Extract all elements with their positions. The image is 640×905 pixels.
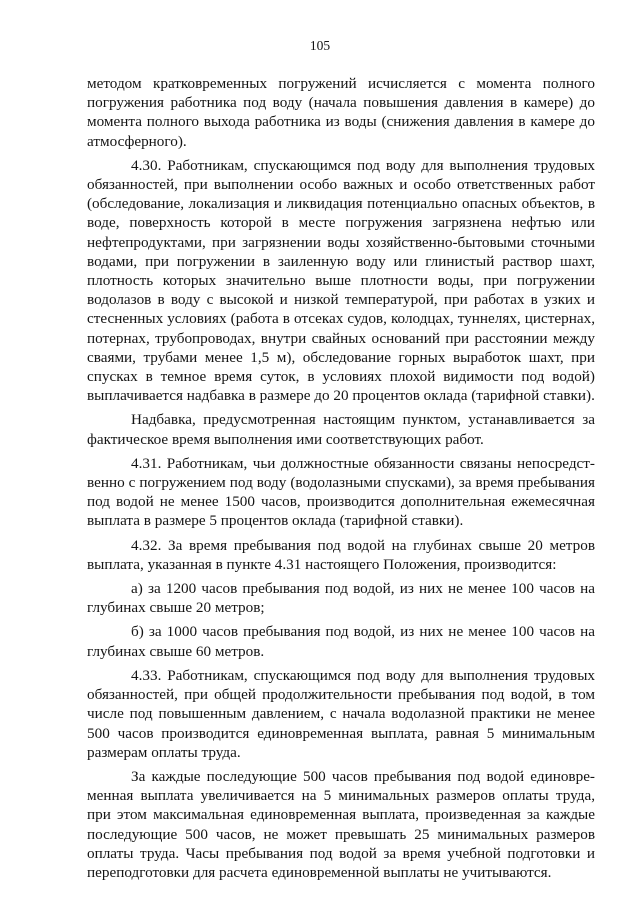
paragraph-4-33-continued: За каждые последующие 500 часов пребывания под водой единовре-менная выплата увеличивается на 5 минимальных размеров оплаты труда, при этом максимальная единовременная выплата, произведенная за каждые последующие 500 часов, не может превышать 25 минимальных размеров оплаты труда. Часы пребывания под водой за время учебной подготовки и переподготовки для расчета единовременной выплаты не учитываются. (87, 767, 595, 881)
paragraph-4-30: 4.30. Работникам, спускающимся под воду для выполнения трудовых обязанностей, при выполнении особо важных и особо ответственных работ (обследование, локализация и ликвидация потенциально опасных объектов, в воде, поверхность которой в месте погружения загрязнена нефтью или нефтепродуктами, при загрязнении воды хозяйственно-бытовыми сточными водами, при погружении в заиленную воду или глинистый раствор шахт, плотность которых значительно выше плотности воды, при погружении водолазов в воду с высокой и низкой температурой, при работах в узких и стесненных условиях (работа в отсеках судов, колодцах, туннелях, цистернах, потернах, трубопроводах, внутри свайных оснований при расстоянии между сваями, трубами менее 1,5 м), обследование горных выработок шахт, при спусках в темное время суток, в условиях плохой видимости под водой) выплачивается надбавка в размере до 20 процентов оклада (тарифной ставки). (87, 156, 595, 405)
paragraph-4-30-note: Надбавка, предусмотренная настоящим пунктом, устанавливается за фактическое время выполнения ими соответствующих работ. (87, 411, 595, 448)
paragraph-continuation: методом кратковременных погружений исчисляется с момента полного погружения работника под воду (начала повышения давления в камере) до момента полного выхода работника из воды (снижения давления в камере до атмосферного). (87, 75, 595, 150)
document-body (87, 74, 595, 882)
paragraph-4-32-b: б) за 1000 часов пребывания под водой, из них не менее 100 часов на глубинах свыше 60 метров. (87, 623, 595, 660)
paragraph-4-33: 4.33. Работникам, спускающимся под воду для выполнения трудовых обязанностей, при общей продолжительности пребывания под водой, в том числе под повышенным давлением, с начала водолазной практики не менее 500 часов производится единовременная выплата, равная 5 минимальным размерам оплаты труда. (87, 666, 595, 761)
paragraph-4-32-a: а) за 1200 часов пребывания под водой, из них не менее 100 часов на глубинах свыше 20 метров; (87, 580, 595, 617)
paragraph-4-31: 4.31. Работникам, чьи должностные обязанности связаны непосредст-венно с погружением под воду (водолазными спусками), за время пребывания под водой не менее 1500 часов, производится дополнительная ежемесячная выплата в размере 5 процентов оклада (тарифной ставки). (87, 454, 595, 530)
paragraph-4-32: 4.32. За время пребывания под водой на глубинах свыше 20 метров выплата, указанная в пункте 4.31 настоящего Положения, производится: (87, 536, 595, 573)
page-number: 105 (309, 38, 331, 53)
